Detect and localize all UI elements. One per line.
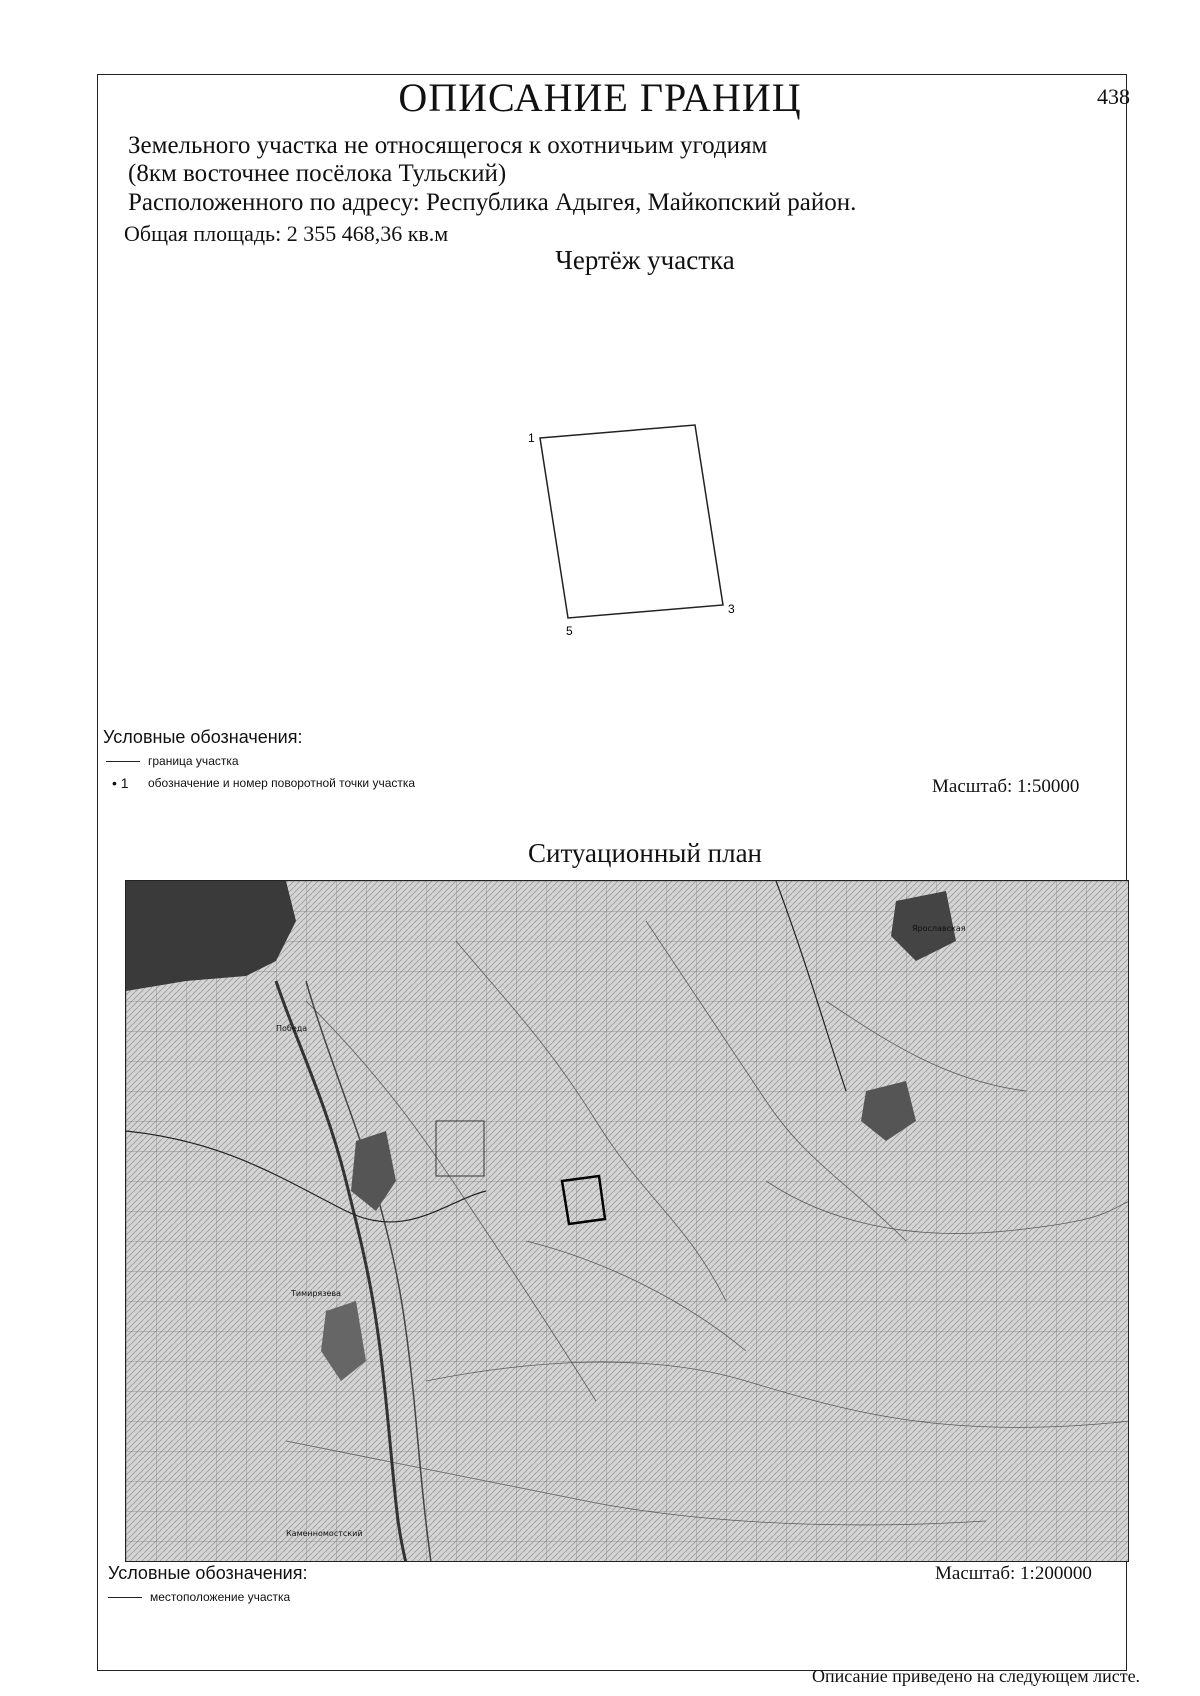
point-label-5: 5 (566, 624, 573, 638)
plot-boundary (540, 425, 723, 618)
legend-title: Условные обозначения: (103, 727, 303, 747)
legend2-title: Условные обозначения: (108, 1563, 308, 1583)
map-label-pobeda: Победа (276, 1024, 308, 1033)
page-number: 438 (1097, 84, 1130, 109)
legend-point-label: обозначение и номер поворотной точки участка (148, 776, 416, 790)
drawing-scale: Масштаб: 1:50000 (932, 776, 1080, 797)
point-marker-symbol: • 1 (112, 775, 129, 791)
boundary-line-symbol (106, 761, 140, 762)
map-label-timiryazeva: Тимирязева (291, 1289, 342, 1298)
footer-note: Описание приведено на следующем листе. (812, 1666, 1141, 1686)
legend-boundary-label: граница участка (148, 754, 239, 768)
plot-drawing (510, 410, 750, 640)
document-title: ОПИСАНИЕ ГРАНИЦ (398, 75, 802, 120)
description-line-2: (8км восточнее посёлока Тульский) (128, 160, 507, 187)
description-line-1: Земельного участка не относящегося к охотничьим угодиям (128, 132, 768, 159)
situation-plan-heading: Ситуационный план (527, 838, 763, 868)
legend2-location-label: местоположение участка (150, 1590, 291, 1604)
drawing-heading: Чертёж участка (555, 245, 735, 275)
point-label-3: 3 (728, 602, 735, 616)
legend2-location-row (108, 1590, 290, 1604)
legend-boundary-row (106, 754, 239, 768)
description-line-3: Расположенного по адресу: Республика Адыгея, Майкопский район. (128, 189, 857, 216)
area-line: Общая площадь: 2 355 468,36 кв.м (124, 221, 449, 246)
point-label-1: 1 (528, 431, 535, 445)
map-scale: Масштаб: 1:200000 (935, 1563, 1092, 1584)
situation-map (125, 880, 1129, 1562)
legend-point-row (112, 775, 415, 791)
map-label-kamennomostsky: Каменномостский (286, 1529, 363, 1538)
map-label-yaroslavskaya: Ярославская (912, 924, 966, 933)
location-line-symbol (108, 1597, 142, 1598)
